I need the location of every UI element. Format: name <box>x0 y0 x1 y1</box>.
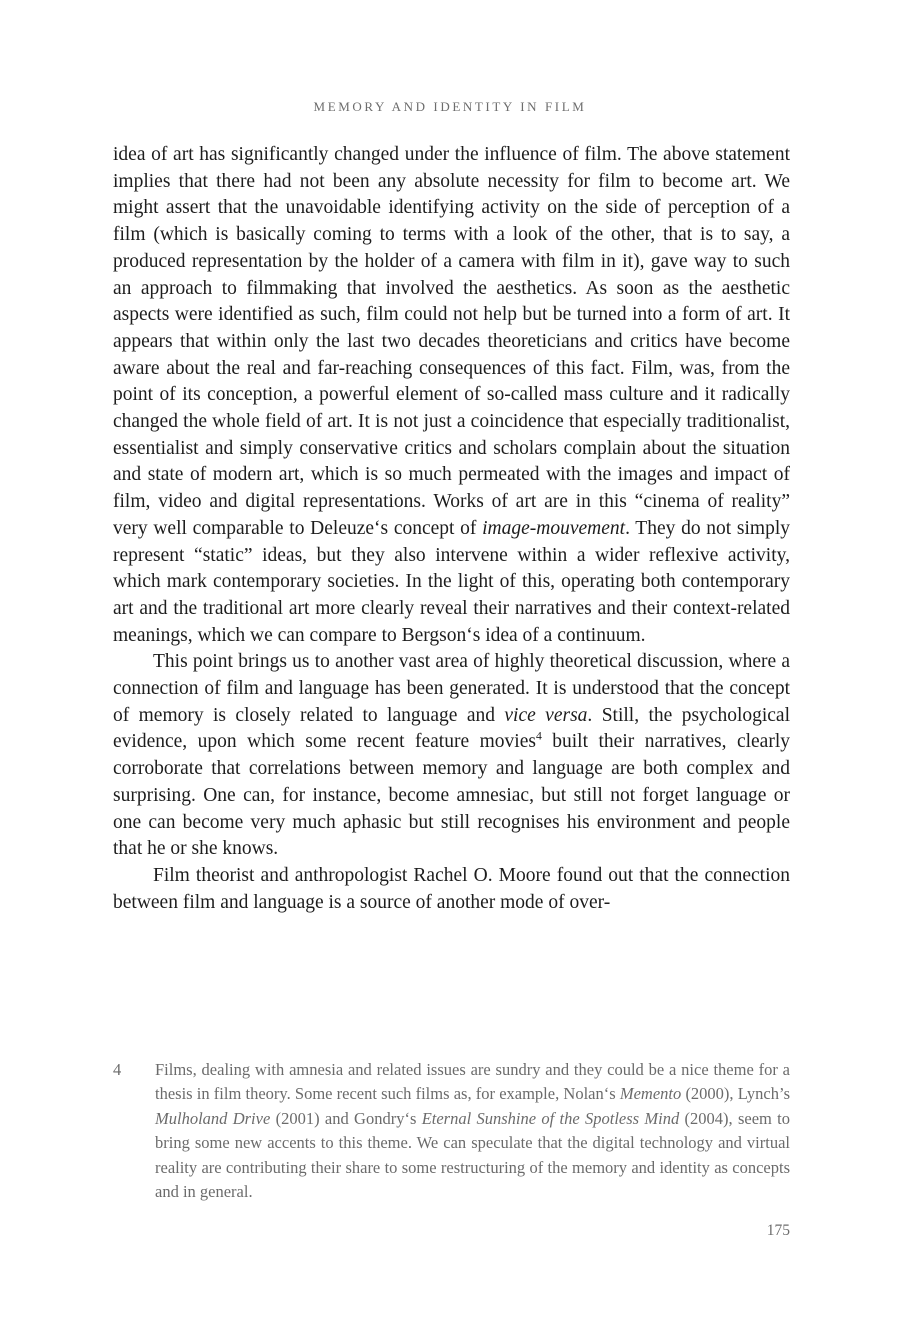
running-header: MEMORY AND IDENTITY IN FILM <box>313 99 587 114</box>
body-paragraphs <box>113 142 790 916</box>
paragraph <box>113 649 790 863</box>
footnote <box>113 1058 790 1204</box>
paragraph <box>113 142 790 649</box>
text-run: . They do not simply represent “static” ideas, but they also intervene within a wider reflexive activity, which mark contemporary societies. In the light of this, operating both contemporary art and the traditional art more clearly reveal their narratives and their context-related meanings, which we can compare to Bergson‘s idea of a continuum. <box>113 517 790 646</box>
page-number: 175 <box>766 1222 790 1239</box>
footnote-number: 4 <box>113 1060 122 1079</box>
italic-text: image-mouvement <box>482 517 626 539</box>
text-run: idea of art has significantly changed under the influence of film. The above statement implies that there had not been any absolute necessity for film to become art. We might assert that the unavoidable identifying activity on the side of perception of a film (which is basically coming to terms with a look of the other, that is to say, a produced representation by the holder of a camera with film in it), gave way to such an approach to filmmaking that involved the aesthetics. As soon as the aesthetic aspects were identified as such, film could not help but be turned into a form of art. It appears that within only the last two decades theoreticians and critics have become aware about the real and far-reaching consequences of this fact. Film, was, from the point of its conception, a powerful element of so-called mass culture and it radically changed the whole field of art. It is not just a coincidence that especially traditionalist, essentialist and simply conservative critics and scholars complain about the situation and state of modern art, which is so much permeated with the images and impact of film, video and digital representations. Works of art are in this “cinema of reality” very well comparable to Deleuze‘s concept of <box>113 144 790 539</box>
text-run: (2004), seem to bring some new accents to this theme. We can speculate that the digital technology and virtual reality are contributing their share to some restructuring of the memory and identity as concepts and in general. <box>155 1108 790 1202</box>
text-run: This point brings us to another vast area of highly theoretical discussion, where a connection of film and language has been generated. It is understood that the concept of memory is closely related to language and <box>113 651 790 726</box>
paragraph <box>113 863 790 916</box>
text-run: (2000), Lynch’s <box>681 1084 790 1104</box>
footnotes <box>113 1058 790 1204</box>
italic-text: Mulholand Drive <box>155 1108 271 1128</box>
footnote-text <box>155 1058 790 1204</box>
text-run: . Still, the psychological evidence, upon which some recent feature movies <box>113 704 791 753</box>
italic-text: Memento <box>619 1084 682 1104</box>
footnote-reference: 4 <box>535 729 542 743</box>
text-run: (2001) and Gondry‘s <box>270 1108 422 1128</box>
text-run: Films, dealing with amnesia and related issues are sundry and they could be a nice theme for a thesis in film theory. Some recent such films as, for example, Nolan‘s <box>155 1060 790 1104</box>
italic-text: vice versa <box>504 704 588 726</box>
text-run: built their narratives, clearly corroborate that correlations between memory and language are both complex and surprising. One can, for instance, become amnesiac, but still not forget language or one can become very much aphasic but still recognises his environment and people that he or she knows. <box>113 731 790 860</box>
italic-text: Eternal Sunshine of the Spotless Mind <box>421 1108 680 1128</box>
text-run: Film theorist and anthropologist Rachel O. Moore found out that the connection between film and language is a source of another mode of over- <box>113 864 790 913</box>
